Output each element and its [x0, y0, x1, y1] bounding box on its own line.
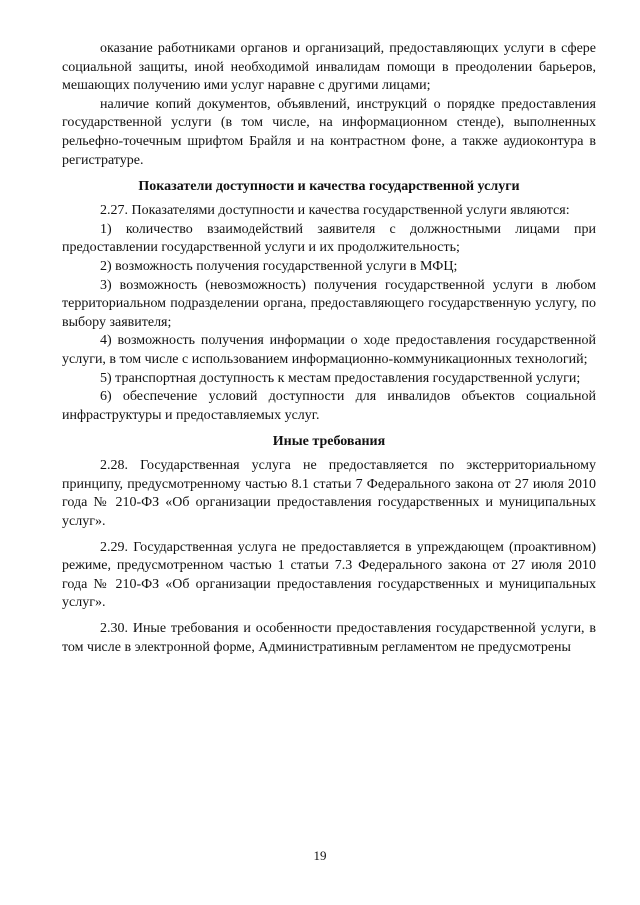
list-item: 6) обеспечение условий доступности для инвалидов объектов социальной инфраструктуры и предоставляемых услуг. [62, 389, 596, 423]
section-heading-accessibility: Показатели доступности и качества государственной услуги [138, 179, 520, 195]
paragraph-braille: наличие копий документов, объявлений, инструкций о порядке предоставления государственной услуги (в том числе, на информационном стенде), выполненных рельефно-точечным шрифтом Брайля и на контрастном фоне, а также аудиоконтура в регистратуре. [62, 96, 596, 168]
list-item: 2) возможность получения государственной услуги в МФЦ; [100, 258, 458, 274]
list-item: 3) возможность (невозможность) получения государственной услуги в любом территориальном подразделении органа, предоставляющего государственную услугу, по выбору заявителя; [62, 277, 596, 330]
section-heading-other-requirements: Иные требования [272, 434, 386, 450]
list-item: 5) транспортная доступность к местам предоставления государственной услуги; [100, 370, 581, 386]
paragraph-assistance: оказание работниками органов и организаций, предоставляющих услуги в сфере социальной защиты, иной необходимой инвалидам помощи в преодолении барьеров, мешающих получению ими услуг наравне с другими лицами; [62, 41, 596, 94]
clause-2-27-intro: 2.27. Показателями доступности и качества государственной услуги являются: [100, 203, 570, 219]
clause-2-30: 2.30. Иные требования и особенности предоставления государственной услуги, в том числе в электронной форме, Административным регламентом не предусмотрены [62, 621, 596, 655]
document-page [62, 40, 596, 657]
list-item: 1) количество взаимодействий заявителя с должностными лицами при предоставлении государственной услуги и их продолжительность; [62, 221, 596, 256]
clause-2-28: 2.28. Государственная услуга не предоставляется по экстерриториальному принципу, предусмотренному частью 8.1 статьи 7 Федерального закона от 27 июля 2010 года № 210-ФЗ «Об организации предоставления государственных и муниципальных услуг». [62, 458, 596, 530]
list-item: 4) возможность получения информации о ходе предоставления государственной услуги, в том числе с использованием информационно-коммуникационных технологий; [62, 333, 596, 367]
page-number: 19 [313, 848, 327, 863]
clause-2-29: 2.29. Государственная услуга не предоставляется в упреждающем (проактивном) режиме, предусмотренном частью 1 статьи 7.3 Федерального закона от 27 июля 2010 года № 210-ФЗ «Об организации предоставления государственных и муниципальных услуг». [62, 539, 596, 611]
